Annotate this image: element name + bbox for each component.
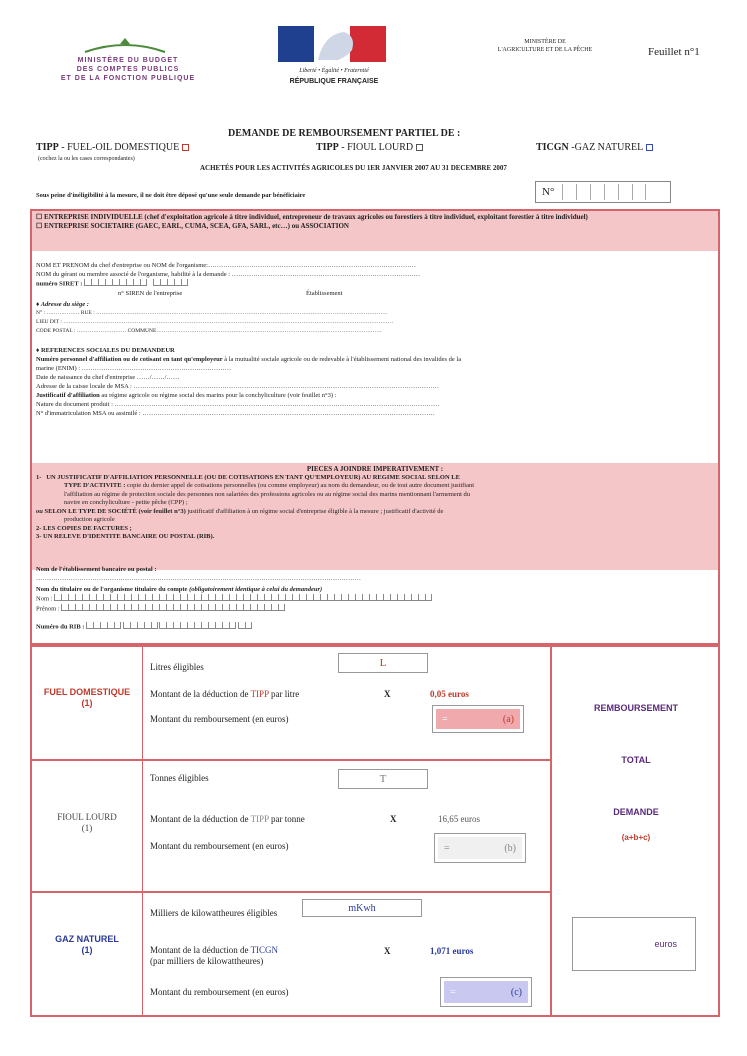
check-note: (cochez la ou les cases correspondantes) [38, 156, 135, 162]
applicant-section [30, 209, 720, 645]
holder-nom-field[interactable]: Nom : [36, 594, 716, 604]
fioul-result-box[interactable] [434, 833, 526, 863]
piece-2: 2- LES COPIES DE FACTURES ; [36, 524, 132, 532]
fioul-tonnes-input[interactable]: T [338, 769, 428, 789]
social-msa-number[interactable]: N° d'immatriculation MSA ou assimilé : ……………………………………………………………………………………………………………………… [36, 410, 435, 417]
bank-name-label: Nom de l'établissement bancaire ou postal : [36, 566, 157, 573]
total-line-1: REMBOURSEMENT [593, 703, 678, 713]
etab-digits[interactable] [153, 279, 188, 289]
fioul-tonnes-label: Tonnes éligibles [150, 773, 209, 783]
siren-digits[interactable] [84, 279, 147, 289]
pieces-band [32, 463, 718, 570]
social-document-nature[interactable]: Nature du document produit : …………………………………………………………………………………………………………………………………… [36, 401, 440, 408]
fuel-litres-input[interactable]: L [338, 653, 428, 673]
total-formula: (a+b+c) [621, 833, 651, 842]
fuel-rate-label: Montant de la déduction de TIPP par litre [150, 689, 300, 699]
social-enim[interactable]: marine (ENIM) : …………………………………………………………… [36, 365, 232, 372]
fioul-rate-label: Montant de la déduction de TIPP par tonne [150, 814, 305, 824]
request-number-box[interactable] [535, 181, 671, 203]
fuel-times: X [384, 689, 391, 699]
gaz-kwh-label: Milliers de kilowattheures éligibles [150, 908, 278, 918]
bank-name-field[interactable]: …………………………………………………………………………………………………………………………………… [36, 575, 361, 582]
option-gaz-naturel[interactable]: TICGN -GAZ NATUREL [536, 142, 653, 153]
fuel-result-eq: = [442, 713, 448, 725]
type-company[interactable]: ☐ ENTREPRISE SOCIETAIRE (GAEC, EARL, CUMA, SCEA, GFA, SARL, etc…) ou ASSOCIATION [36, 222, 349, 230]
piece-1-or-2: production agricole [64, 516, 115, 523]
fuel-litres-label: Litres éligibles [150, 662, 204, 672]
total-result-box[interactable] [572, 917, 696, 971]
name-field[interactable]: NOM ET PRENOM du chef d'entreprise ou NOM de l'organisme:…………………………………………………………………………………… [36, 262, 416, 269]
piece-1-text-2: l'affiliation au régime de protection sociale des personnes non salariées des professions agricoles ou au régime social des marins mentionnant l'armement du [64, 490, 471, 498]
pieces-title: PIECES A JOINDRE IMPERATIVEMENT : [306, 465, 444, 473]
fuel-label: FUEL DOMESTIQUE (1) [43, 687, 131, 708]
agri-line-1: MINISTÈRE DE [524, 39, 566, 45]
total-line-2: TOTAL [621, 755, 651, 765]
address-postal[interactable]: CODE POSTAL : ……………………… COMMUNE…………………………………………………………………………………………………………… [36, 328, 382, 334]
fuel-result-box[interactable] [432, 705, 524, 733]
piece-3: 3- UN RELEVE D'IDENTITE BANCAIRE OU POSTAL (RIB). [36, 533, 215, 540]
applicant-type-band [32, 211, 718, 251]
budget-line-2: DES COMPTES PUBLICS [76, 66, 180, 73]
address-lieu-dit[interactable]: LIEU DIT : ……………………………………………………………………………………………………………………………………………………………… [36, 319, 394, 325]
budget-logo [40, 36, 210, 96]
total-line-3: DEMANDE [613, 807, 659, 817]
total-unit: euros [654, 939, 677, 949]
fuel-result-letter: (a) [502, 713, 514, 725]
fioul-result-letter: (b) [504, 842, 516, 854]
holder-label: Nom du titulaire ou de l'organisme titulaire du compte (obligatoirement identique à celui du demandeur) [36, 586, 323, 593]
social-justification[interactable]: Justificatif d'affiliation au régime agricole ou régime social des marins pour la conchyliculture (voir feuillet n°3) : [36, 392, 337, 399]
fioul-times: X [390, 814, 397, 824]
siret-field[interactable]: numéro SIRET : [36, 279, 716, 289]
manager-field[interactable]: NOM du gérant ou membre associé de l'organisme, habilité à la demande : …………………………………………………………………………… [36, 271, 421, 278]
budget-logo-arc-icon [40, 36, 210, 56]
piece-1-head: 1- UN JUSTIFICATIF D'AFFILIATION PERSONNELLE (OU DE COTISATIONS EN TANT QU'EMPLOYEUR) AU REGIME SOCIAL SELON LE [36, 473, 460, 481]
social-msa-address[interactable]: Adresse de la caisse locale de MSA : …………………………………………………………………………………………………………………………… [36, 383, 439, 390]
sheet-number: Feuillet n°1 [648, 46, 700, 58]
social-title: ♦ REFERENCES SOCIALES DU DEMANDEUR [36, 347, 175, 354]
calculation-table [30, 645, 720, 1017]
fioul-result-eq: = [444, 842, 450, 854]
social-birthdate[interactable]: Date de naissance du chef d'entreprise ……/……/…… [36, 374, 180, 381]
holder-prenom-field[interactable]: Prénom : [36, 604, 716, 614]
fioul-label: FIOUL LOURD (1) [57, 812, 117, 833]
gaz-rate-value: 1,071 euros [430, 946, 474, 956]
budget-line-1: MINISTÈRE DU BUDGET [77, 57, 179, 64]
single-request-warning: Sous peine d'inéligibilité à la mesure, il ne doit être déposé qu'une seule demande par bénéficiaire [36, 192, 306, 199]
number-label: N° [542, 186, 555, 198]
fuel-rate-value: 0,05 euros [430, 689, 469, 699]
gaz-result-box[interactable] [440, 977, 532, 1007]
marianne-flag-icon [278, 26, 388, 62]
fioul-checkbox[interactable] [416, 144, 423, 151]
rib-field[interactable]: Numéro du RIB : [36, 622, 716, 632]
period-line: ACHETÉS POUR LES ACTIVITÉS AGRICOLES DU 1ER JANVIER 2007 AU 31 DECEMBRE 2007 [200, 164, 507, 172]
agriculture-ministry [470, 38, 620, 54]
option-fioul-lourd[interactable]: TIPP - FIOUL LOURD [316, 142, 423, 153]
rf-name: RÉPUBLIQUE FRANÇAISE [289, 78, 379, 85]
social-affiliation[interactable]: Numéro personnel d'affiliation ou de cotisant en tant qu'employeur à la mutualité sociale agricole ou de redevable à l'établissement national des invalides de la [36, 356, 462, 363]
piece-1-text: TYPE D'ACTIVITE : copie du dernier appel de cotisations personnelles (ou comme employeur) au nom du demandeur, ou de tout autre document justifiant [64, 482, 475, 489]
fuel-refund-label: Montant du remboursement (en euros) [150, 714, 289, 724]
budget-line-3: ET DE LA FONCTION PUBLIQUE [60, 75, 196, 82]
address-street[interactable]: N° : ……………… RUE : …………………………………………………………………………………………………………………………………………… [36, 310, 388, 316]
gaz-result-eq: = [450, 986, 456, 998]
fioul-refund-label: Montant du remboursement (en euros) [150, 841, 289, 851]
fioul-rate-value: 16,65 euros [438, 814, 480, 824]
gaz-result-letter: (c) [510, 986, 522, 998]
gaz-label: GAZ NATUREL (1) [55, 934, 119, 955]
piece-1-or: ou SELON LE TYPE DE SOCIÉTÉ (voir feuillet n°3) justificatif d'affiliation à un régime social d'entreprise éligible à la mesure ; justificatif d'activité de [36, 507, 444, 515]
gaz-rate-label: Montant de la déduction de TICGN (par milliers de kilowattheures) [150, 945, 279, 966]
gaz-times: X [384, 946, 391, 956]
gaz-kwh-input[interactable]: mKwh [302, 899, 422, 917]
etab-label: Établissement [306, 290, 343, 297]
republique-logo [278, 26, 390, 96]
type-individual[interactable]: ☐ ENTREPRISE INDIVIDUELLE (chef d'exploitation agricole à titre individuel, entrepreneur de travaux agricoles ou forestiers à titre individuel, exploitant forestier à titre individuel) [36, 213, 588, 221]
piece-1-text-3: navire en conchyliculture - petite pêche (CPP) ; [64, 499, 188, 506]
rf-motto: Liberté • Égalité • Fraternité [299, 68, 369, 74]
address-title: ♦ Adresse du siège : [36, 301, 89, 308]
siren-label: n° SIREN de l'entreprise [118, 290, 183, 297]
agri-line-2: L'AGRICULTURE ET DE LA PÊCHE [497, 47, 593, 53]
gaz-refund-label: Montant du remboursement (en euros) [150, 987, 289, 997]
fuel-checkbox[interactable] [182, 144, 189, 151]
gaz-checkbox[interactable] [646, 144, 653, 151]
option-fuel-domestique[interactable]: TIPP - FUEL-OIL DOMESTIQUE [36, 142, 189, 153]
form-title: DEMANDE DE REMBOURSEMENT PARTIEL DE : [228, 128, 461, 139]
